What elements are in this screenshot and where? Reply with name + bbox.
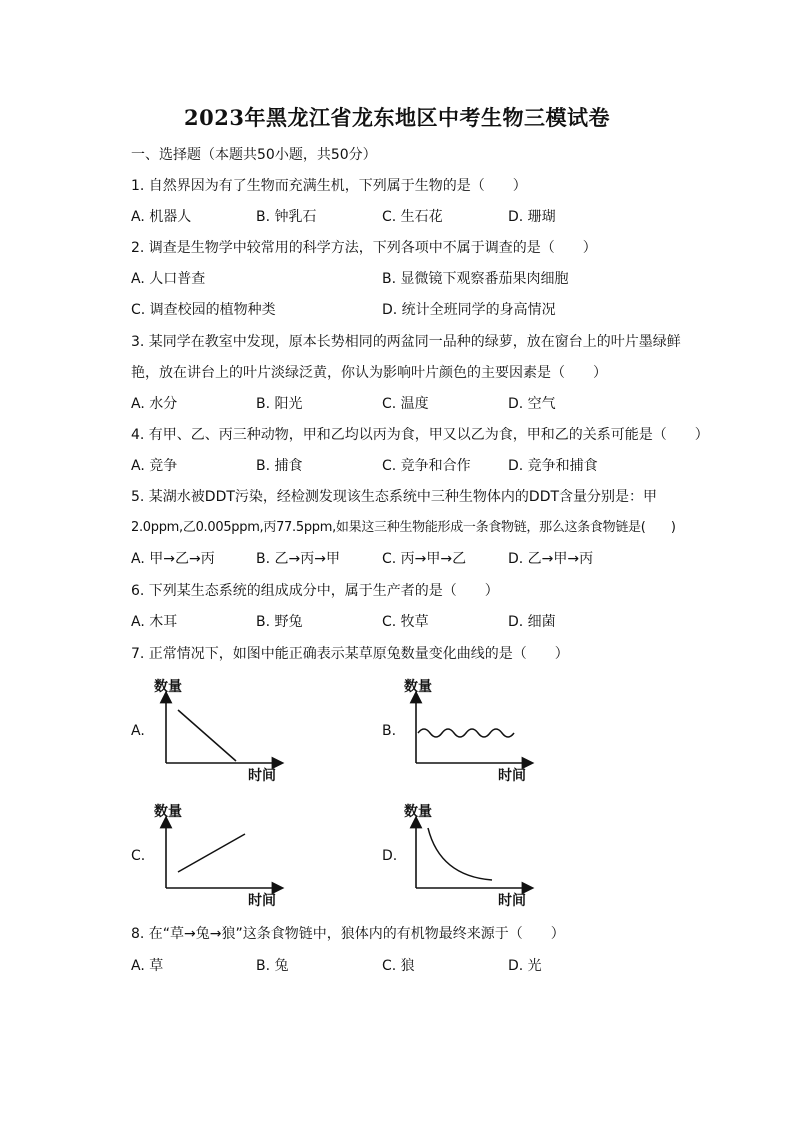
graph-a-xlabel: 时间 xyxy=(248,768,276,784)
question-3-stem-line-2: 艳，放在讲台上的叶片淡绿泛黄，你认为影响叶片颜色的主要因素是（ ） xyxy=(131,365,607,381)
question-4-stem: 4. 有甲、乙、丙三种动物，甲和乙均以丙为食，甲又以乙为食，甲和乙的关系可能是（ ） xyxy=(131,427,709,443)
question-2-option-b: B. 显微镜下观察番茄果肉细胞 xyxy=(382,271,569,287)
graph-a xyxy=(150,675,290,790)
graph-b-ylabel: 数量 xyxy=(404,679,432,695)
graph-c-xlabel: 时间 xyxy=(248,893,276,909)
graph-c xyxy=(150,800,290,915)
question-3-stem-line-1: 3. 某同学在教室中发现，原本长势相同的两盆同一品种的绿萝，放在窗台上的叶片墨绿鲜 xyxy=(131,334,681,350)
graph-c-label: C. xyxy=(131,848,146,864)
question-1-option-b: B. 钟乳石 xyxy=(256,209,317,225)
question-8-option-d: D. 光 xyxy=(508,958,542,974)
question-8-option-b: B. 兔 xyxy=(256,958,289,974)
question-8-stem: 8. 在“草→兔→狼”这条食物链中，狼体内的有机物最终来源于（ ） xyxy=(131,926,565,942)
question-4-option-d: D. 竞争和捕食 xyxy=(508,458,598,474)
question-2-stem: 2. 调查是生物学中较常用的科学方法，下列各项中不属于调查的是（ ） xyxy=(131,240,597,256)
question-6-option-c: C. 牧草 xyxy=(382,614,429,630)
question-4-option-b: B. 捕食 xyxy=(256,458,303,474)
graph-b-label: B. xyxy=(382,723,397,739)
graph-a-curve xyxy=(178,710,236,761)
question-3-option-a: A. 水分 xyxy=(131,396,178,412)
question-1-option-a: A. 机器人 xyxy=(131,209,192,225)
question-3-option-d: D. 空气 xyxy=(508,396,556,412)
graph-d-curve xyxy=(428,828,492,880)
graph-d xyxy=(400,800,540,915)
question-5-stem-line-1: 5. 某湖水被DDT污染，经检测发现该生态系统中三种生物体内的DDT含量分别是：甲 xyxy=(131,489,658,505)
graph-b-curve xyxy=(418,729,514,737)
question-4-option-a: A. 竞争 xyxy=(131,458,178,474)
question-5-option-d: D. 乙→甲→丙 xyxy=(508,551,594,567)
question-4-option-c: C. 竞争和合作 xyxy=(382,458,471,474)
section-heading: 一、选择题（本题共50小题，共50分） xyxy=(131,147,377,163)
question-1-option-c: C. 生石花 xyxy=(382,209,443,225)
question-3-option-c: C. 温度 xyxy=(382,396,429,412)
question-5-option-b: B. 乙→丙→甲 xyxy=(256,551,340,567)
graph-d-label: D. xyxy=(382,848,398,864)
question-6-stem: 6. 下列某生态系统的组成成分中，属于生产者的是（ ） xyxy=(131,583,499,599)
question-8-option-a: A. 草 xyxy=(131,958,164,974)
graph-d-ylabel: 数量 xyxy=(404,804,432,820)
graph-b xyxy=(400,675,540,790)
question-2-option-d: D. 统计全班同学的身高情况 xyxy=(382,302,556,318)
question-5-option-c: C. 丙→甲→乙 xyxy=(382,551,467,567)
question-1-option-d: D. 珊瑚 xyxy=(508,209,556,225)
question-2-option-a: A. 人口普查 xyxy=(131,271,206,287)
question-7-stem: 7. 正常情况下，如图中能正确表示某草原兔数量变化曲线的是（ ） xyxy=(131,646,569,662)
graph-c-ylabel: 数量 xyxy=(154,804,182,820)
graph-a-label: A. xyxy=(131,723,145,739)
graph-a-ylabel: 数量 xyxy=(154,679,182,695)
question-6-option-a: A. 木耳 xyxy=(131,614,178,630)
question-6-option-b: B. 野兔 xyxy=(256,614,303,630)
question-5-stem-line-2: 2.0ppm,乙0.005ppm,丙77.5ppm,如果这三种生物能形成一条食物链，那么这条食物链是( ) xyxy=(131,520,676,535)
question-3-option-b: B. 阳光 xyxy=(256,396,303,412)
question-8-option-c: C. 狼 xyxy=(382,958,415,974)
graph-d-xlabel: 时间 xyxy=(498,893,526,909)
question-1-stem: 1. 自然界因为有了生物而充满生机，下列属于生物的是（ ） xyxy=(131,178,527,194)
question-2-option-c: C. 调查校园的植物种类 xyxy=(131,302,276,318)
page-title: 2023年黑龙江省龙东地区中考生物三模试卷 xyxy=(184,105,610,130)
graph-b-xlabel: 时间 xyxy=(498,768,526,784)
graph-c-curve xyxy=(178,834,245,872)
question-5-option-a: A. 甲→乙→丙 xyxy=(131,551,215,567)
question-6-option-d: D. 细菌 xyxy=(508,614,556,630)
